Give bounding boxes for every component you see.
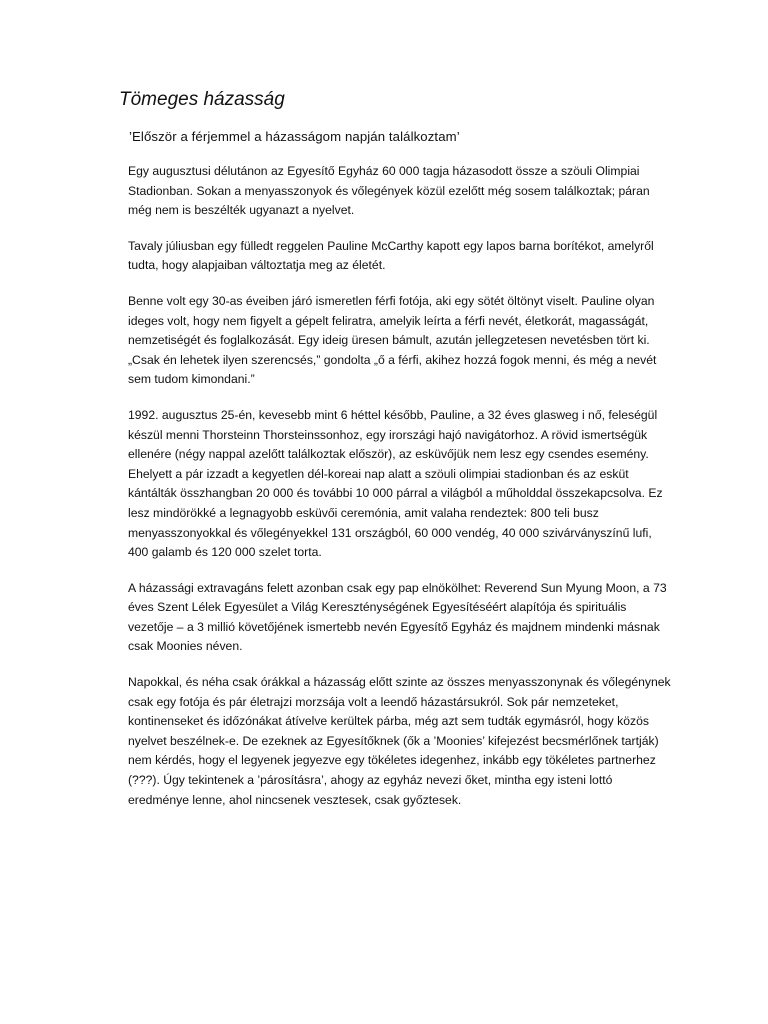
paragraph-6: Napokkal, és néha csak órákkal a házasság előtt szinte az összes menyasszonynak és vőlegénynek csak egy fotója és pár életrajzi morzsája volt a leendő házastársukról. Sok pár nemzeteket, kontinenseket és időzónákat átívelve kerültek párba, még azt sem tudták egymásról, hogy közös nyelvet beszélnek-e. De ezeknek az Egyesítőknek (ők a ’Moonies’ kifejezést becsmérlőnek tartják) nem kérdés, hogy el legyenek jegyezve egy tökéletes idegenhez, inkább egy tökéletes partnerhez (???). Úgy tekintenek a ’párosításra’, ahogy az egyház nevezi őket, mintha egy isteni lottó eredménye lenne, ahol nincsenek vesztesek, csak győztesek. xyxy=(128,675,671,807)
paragraph-5: A házassági extravagáns felett azonban csak egy pap elnökölhet: Reverend Sun Myung Moon, a 73 éves Szent Lélek Egyesület a Világ Kereszténységének Egyesítéséért alapítója és spirituális vezetője – a 3 millió követőjének ismertebb nevén Egyesítő Egyház és majdnem mindenki másnak csak Moonies néven. xyxy=(128,580,667,654)
document-title: Tömeges házasság xyxy=(119,89,285,110)
paragraph-4: 1992. augusztus 25-én, kevesebb mint 6 héttel később, Pauline, a 32 éves glasweg i nő, feleségül készül menni Thorsteinn Thorsteinssonhoz, egy irországi hajó navigátorhoz. A rövid ismertségük ellenére (négy nappal azelőtt találkoztak először), az esküvőjük nem lesz egy csendes esemény. Ehelyett a pár izzadt a kegyetlen dél-koreai nap alatt a szöuli olimpiai stadionban és az esküt kántálták összhangban 20 000 és további 10 000 párral a világból a műholddal összekapcsolva. Ez lesz mindörökké a legnagyobb esküvői ceremónia, amit valaha rendeztek: 800 teli busz menyasszonyokkal és vőlegényekkel 131 országból, 60 000 vendég, 40 000 szivárványszínű lufi, 400 galamb és 120 000 szelet torta. xyxy=(128,407,663,560)
paragraph-3: Benne volt egy 30-as éveiben járó ismeretlen férfi fotója, aki egy sötét öltönyt viselt. Pauline olyan ideges volt, hogy nem figyelt a gépelt feliratra, amelyik leírta a férfi nevét, életkorát, magasságát, nemzetiségét és foglalkozását. Egy ideig üresen bámult, azután jellegzetesen nevetésben tört ki. „Csak én lehetek ilyen szerencsés,” gondolta „ő a férfi, akihez hozzá fogok menni, és még a nevét sem tudom kimondani.” xyxy=(128,293,657,387)
paragraph-2: Tavaly júliusban egy fülledt reggelen Pauline McCarthy kapott egy lapos barna borítékot, amelyről tudta, hogy alapjaiban változtatja meg az életét. xyxy=(128,238,654,273)
document-subtitle: ’Először a férjemmel a házasságom napján találkoztam’ xyxy=(129,129,460,144)
paragraph-1: Egy augusztusi délutánon az Egyesítő Egyház 60 000 tagja házasodott össze a szöuli Olimpiai Stadionban. Sokan a menyasszonyok és vőlegények közül ezelőtt még sosem találkoztak; páran még nem is beszélték ugyanazt a nyelvet. xyxy=(128,164,650,218)
